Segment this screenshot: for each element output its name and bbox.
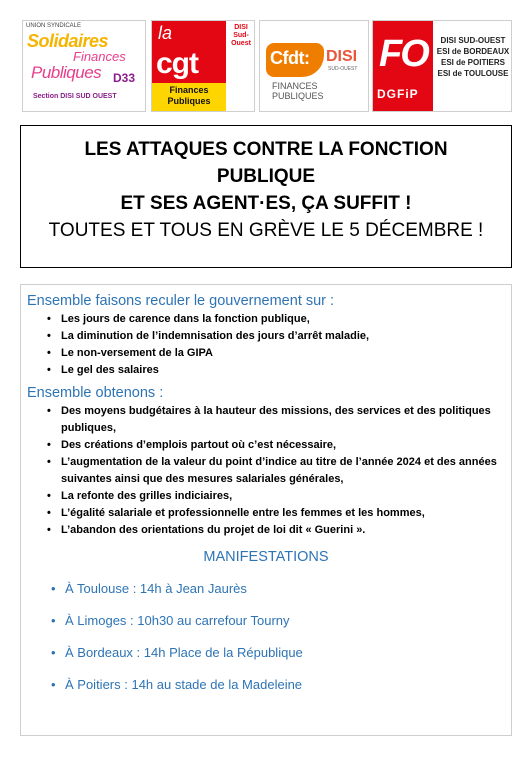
solidaires-publiques: Publiques xyxy=(31,63,102,82)
solidaires-tagline: UNION SYNDICALE xyxy=(26,23,82,29)
headline-line-1: LES ATTAQUES CONTRE LA FONCTION xyxy=(84,139,448,160)
cfdt-wordmark: Cfdt: xyxy=(270,48,310,68)
fo-red-block xyxy=(373,21,433,112)
list-item: • Le non-versement de la GIPA xyxy=(61,345,511,362)
cgt-wordmark: cgt xyxy=(156,47,198,80)
cfdt-disi: DISI xyxy=(326,48,358,65)
cgt-logo xyxy=(151,20,255,112)
list-item: • L’abandon des orientations du projet de loi dit « Guerini ». xyxy=(61,522,511,539)
section-heading-obtenons: Ensemble obtenons : xyxy=(27,385,164,401)
cgt-red-block xyxy=(152,21,226,112)
cfdt-finances: FINANCES PUBLIQUES xyxy=(272,81,324,101)
list-item: • Les jours de carence dans la fonction publique, xyxy=(61,311,511,328)
demands-box xyxy=(20,284,512,736)
fo-dgfip: DGFiP xyxy=(377,87,419,101)
fo-site-line: ESI de TOULOUSE xyxy=(437,69,509,78)
fo-logo xyxy=(372,20,512,112)
section-heading-reculer: Ensemble faisons reculer le gouvernement sur : xyxy=(27,293,335,309)
list-item: • Des moyens budgétaires à la hauteur des missions, des services et des politiques publiques, xyxy=(61,403,511,437)
cgt-finances: Finances Publiques xyxy=(167,85,211,106)
cfdt-logo xyxy=(259,20,369,112)
manifestation-item: • À Poitiers : 14h au stade de la Madeleine xyxy=(65,669,511,701)
list-item: • Le gel des salaires xyxy=(61,362,511,379)
solidaires-section: Section DISI SUD OUEST xyxy=(33,93,117,100)
cfdt-sud-ouest: SUD-OUEST xyxy=(328,66,358,72)
solidaires-finances: Finances xyxy=(73,49,126,64)
manifestation-item: • À Bordeaux : 14h Place de la République xyxy=(65,637,511,669)
headline-box xyxy=(20,125,512,268)
list-item: • Des créations d’emplois partout où c’est nécessaire, xyxy=(61,437,511,454)
manifestations-heading: MANIFESTATIONS xyxy=(203,549,329,565)
fo-site-line: ESI de POITIERS xyxy=(440,58,505,67)
solidaires-d33: D33 xyxy=(113,71,136,85)
strike-announcement: TOUTES ET TOUS EN GRÈVE LE 5 DÉCEMBRE ! xyxy=(48,220,484,241)
manifestation-item: • À Toulouse : 14h à Jean Jaurès xyxy=(65,573,511,605)
manifestation-item: • À Limoges : 10h30 au carrefour Tourny xyxy=(65,605,511,637)
cgt-la: la xyxy=(158,23,173,43)
fo-sites xyxy=(435,35,511,79)
cgt-disi: DISI Sud-Ouest xyxy=(231,24,251,47)
headline-line-3: ET SES AGENT·ES, ÇA SUFFIT ! xyxy=(120,193,412,214)
list-obtenons xyxy=(21,403,511,539)
solidaires-wordmark: Solidaires xyxy=(27,31,109,51)
list-item: • La refonte des grilles indiciaires, xyxy=(61,488,511,505)
list-item: • La diminution de l’indemnisation des jours d’arrêt maladie, xyxy=(61,328,511,345)
list-item: • L’égalité salariale et professionnelle entre les femmes et les hommes, xyxy=(61,505,511,522)
fo-wordmark: FO xyxy=(379,33,428,75)
union-logos-banner xyxy=(22,20,512,112)
headline-line-2: PUBLIQUE xyxy=(216,166,316,187)
fo-site-line: ESI de BORDEAUX xyxy=(436,47,510,56)
list-reculer xyxy=(21,311,511,379)
list-item: • L’augmentation de la valeur du point d’indice au titre de l’année 2024 et des années suivantes ainsi que des mesures salariales générales, xyxy=(61,454,511,488)
manifestations-list xyxy=(21,573,511,701)
fo-site-line: DISI SUD-OUEST xyxy=(440,36,506,45)
solidaires-logo xyxy=(22,20,146,112)
